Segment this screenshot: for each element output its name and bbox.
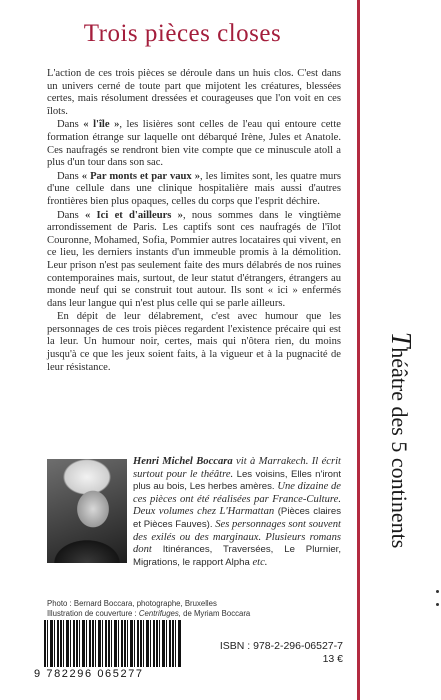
paragraph-text: , les limites sont, les quatre murs d'une cellule dans une clinique hospitalière mais aussi d'autres frontières bien plus opaques, celles du corps que l'esprit déchire. [47,170,342,207]
isbn: ISBN : 978-2-296-06527-7 [219,640,343,652]
paragraph-ile [47,119,341,169]
paragraph-prefix: Dans [57,170,82,182]
dot-marker [436,603,439,606]
paragraph-text: En dépit de leur délabrement, c'est avec humour que les personnages de ces trois pièces regardent l'existence précaire qui est la leur. Un humour noir, certes, mais qui n'ôtera rien, du moins jusqu'à ce que les jeux soient faits, à la vigueur et à la pugnacité de leur résistance. [47,311,341,373]
barcode-number: 9 782296 065277 [34,668,144,680]
photo-credit: Photo : Bernard Boccara, photographe, Bruxelles [47,599,217,608]
dot-marker [436,590,439,593]
barcode [44,620,182,667]
isbn-block [220,640,343,666]
play-title-ile: « l'île » [83,119,120,131]
author-bio [47,456,341,569]
bio-text: vit à Marrakech. Il écrit surtout pour le théâtre. [133,456,341,480]
back-cover-blurb [47,68,341,375]
illustration-title: Centrifuges, [138,609,181,618]
paragraph-text: L'action de ces trois pièces se déroule dans un huis clos. C'est dans un univers cerné de toute part que mijotent les créatures, blessées certes, mais résolument dressées et courageuses que l'on voit en ces îlots. [47,68,341,117]
bio-text: Une dizaine de ces pièces ont été réalisées par France-Culture. Deux volumes chez L'Harmattan [133,481,341,518]
bio-text: (Pièces claires et Pièces Fauves). [133,506,341,530]
spine-rule [357,0,360,700]
book-title: Trois pièces closes [83,20,282,47]
author-name: Henri Michel Boccara [133,456,233,467]
collection-rest: héâtre des 5 continents [387,347,412,549]
paragraph-text: , nous sommes dans le vingtième arrondissement de Paris. Les captifs sont ces naufragés de l'îlot Couronne, Mohamed, Sofia, Pommier autres locataires qui vivent, en ce lieu, les derniers instants d'un immeuble promis à la démolition. Leur prison n'est pas seulement faite des murs délabrés de nos ruines contemporaines mais, surtout, de leur statut d'étrangers, étrangers au monde neuf qui se construit tout autour. Ils sont « ici » enfermés dans leur langue qui n'est plus celle qui se parle ailleurs. [47,209,341,309]
collection-initial: T [385,331,416,348]
bio-text: Les voisins, Elles n'iront plus au bois, Les herbes amères. [133,468,341,493]
paragraph-ici [47,210,341,311]
price: 13 € [322,653,343,665]
paragraph-prefix: Dans [57,119,84,131]
paragraph-prefix: Dans [57,209,86,221]
credits [47,599,347,619]
bio-text: etc. [252,556,268,568]
paragraph-conclusion [47,311,341,374]
paragraph-monts [47,171,341,209]
paragraph-text: , les lisières sont celles de l'eau qui entoure cette formation étrange sur laquelle ont débarqué Irène, Jules et Anatole. Ces naufragés se rendront bien vite compte que ce minuscule atoll a plus d'un tour dans son sac. [47,119,341,169]
illustration-credit [47,609,347,619]
bio-text: Ses personnages sont souvent des exilés ou des marginaux. Plusieurs romans dont [133,518,341,556]
credit-text: de Myriam Boccara [180,609,251,618]
credit-text: Illustration de couverture : [47,609,139,618]
play-title-ici: « Ici et d'ailleurs » [85,209,183,221]
bio-text: Itinérances, Traversées, Le Plurnier, Migrations, le rapport Alpha [133,544,341,568]
paragraph-intro [47,68,341,118]
play-title-monts: « Par monts et par vaux » [81,170,201,182]
